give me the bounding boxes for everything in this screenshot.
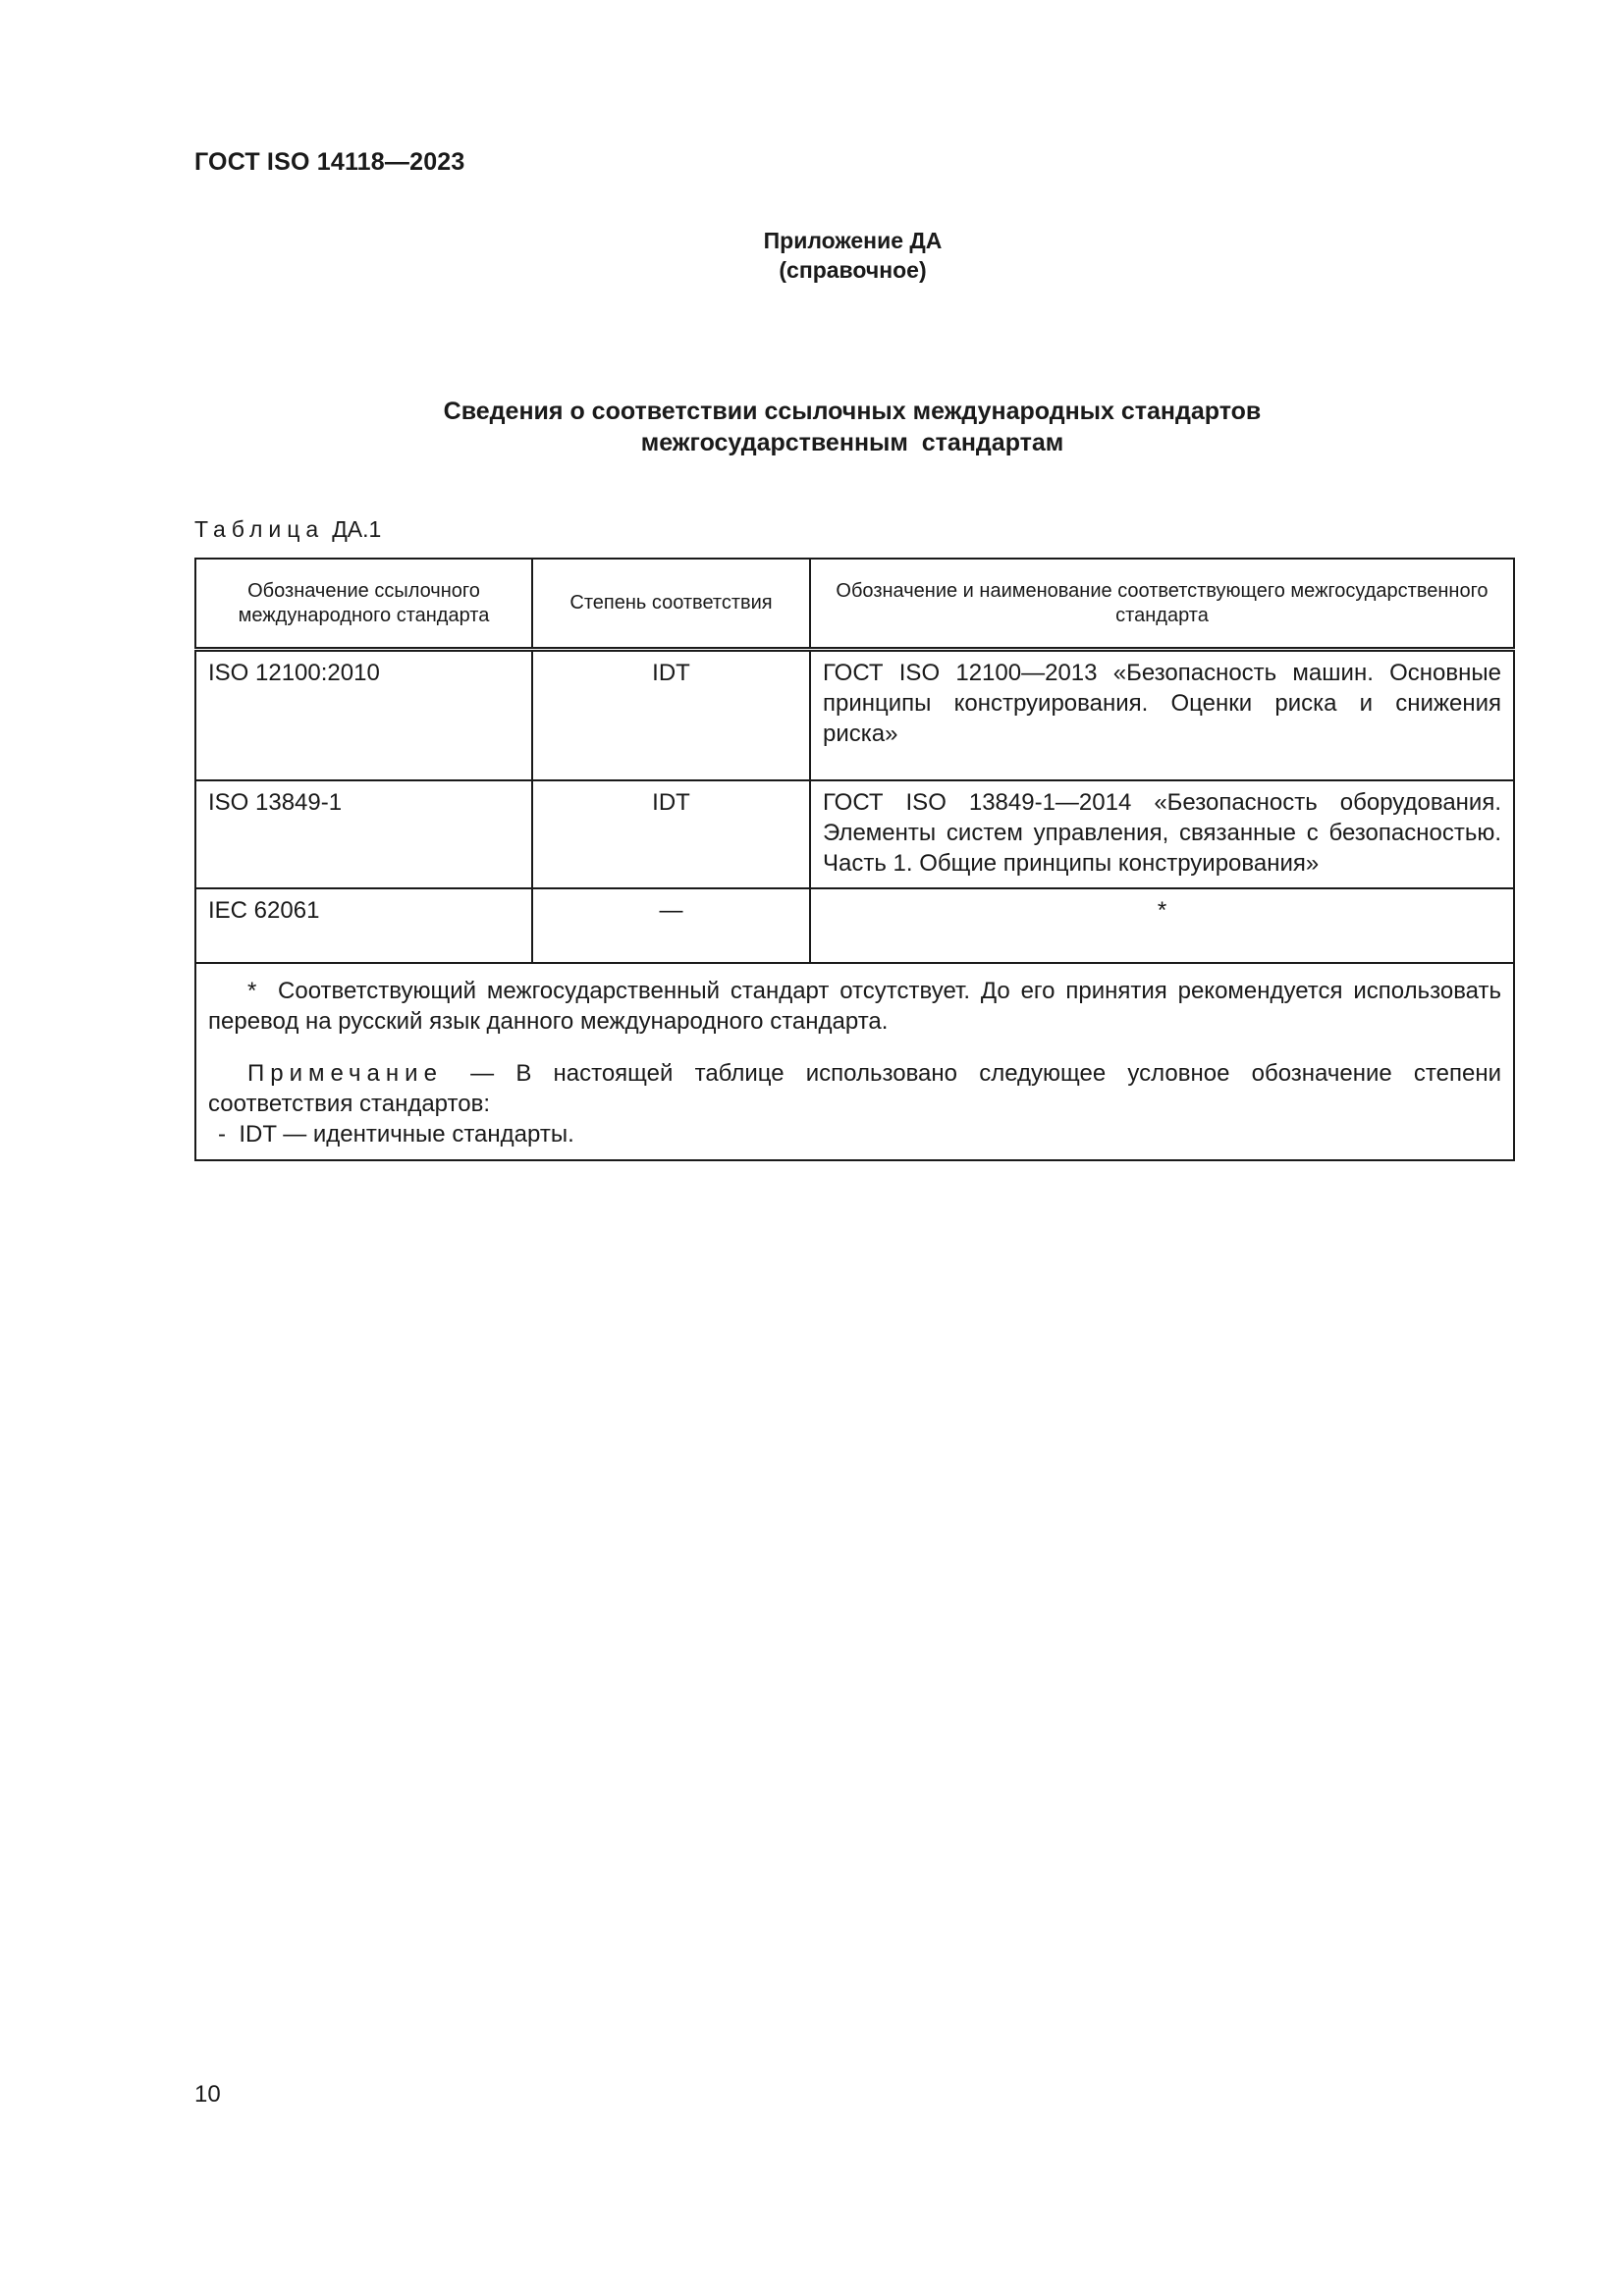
appendix-title: Приложение ДА [763, 228, 943, 253]
table-row [195, 888, 1514, 963]
table-footer [195, 963, 1514, 1160]
note [208, 1058, 1501, 1119]
table-caption [194, 516, 381, 543]
column-header-reference: Обозначение ссылочного международного стандарта [195, 559, 532, 650]
standards-correspondence-table [194, 558, 1515, 1161]
table-row [195, 650, 1514, 781]
footnote: * Соответствующий межгосударственный стандарт отсутствует. До его принятия рекомендуется использовать перевод на русский язык данного международного стандарта. [208, 978, 1508, 1035]
cell-reference: IEC 62061 [195, 888, 532, 963]
table-header-row [195, 559, 1514, 650]
cell-degree: IDT [532, 650, 810, 781]
column-header-degree: Степень соответствия [532, 559, 810, 650]
page-number: 10 [194, 2081, 221, 2108]
document-code: ГОСТ ISO 14118—2023 [194, 148, 465, 176]
cell-national: ГОСТ ISO 12100—2013 «Безопасность машин. Основные принципы конструирования. Оценки риска и снижения риска» [810, 650, 1514, 781]
table-footer-row [195, 963, 1514, 1160]
table-caption-number: ДА.1 [332, 516, 382, 542]
section-title-line-1: Сведения о соответствии ссылочных международных стандартов [443, 398, 1262, 425]
cell-national: * [810, 888, 1514, 963]
cell-national: ГОСТ ISO 13849-1—2014 «Безопасность оборудования. Элементы систем управления, связанные с безопасностью. Часть 1. Общие принципы конструирования» [810, 780, 1514, 888]
appendix-heading [0, 226, 1624, 285]
section-title [194, 396, 1510, 458]
cell-degree: — [532, 888, 810, 963]
appendix-subtitle: (справочное) [779, 257, 927, 283]
table-row [195, 780, 1514, 888]
note-text: — В настоящей таблице использовано следующее условное обозначение степени соответствия стандартов: [208, 1060, 1502, 1117]
table-caption-word: Таблица [194, 516, 325, 542]
cell-degree: IDT [532, 780, 810, 888]
cell-reference: ISO 13849-1 [195, 780, 532, 888]
column-header-national: Обозначение и наименование соответствующего межгосударственного стандарта [810, 559, 1514, 650]
cell-reference: ISO 12100:2010 [195, 650, 532, 781]
note-list-item: - IDT — идентичные стандарты. [218, 1121, 574, 1148]
section-title-line-2: межгосударственным стандартам [640, 429, 1064, 456]
note-label: Примечание [247, 1060, 443, 1087]
